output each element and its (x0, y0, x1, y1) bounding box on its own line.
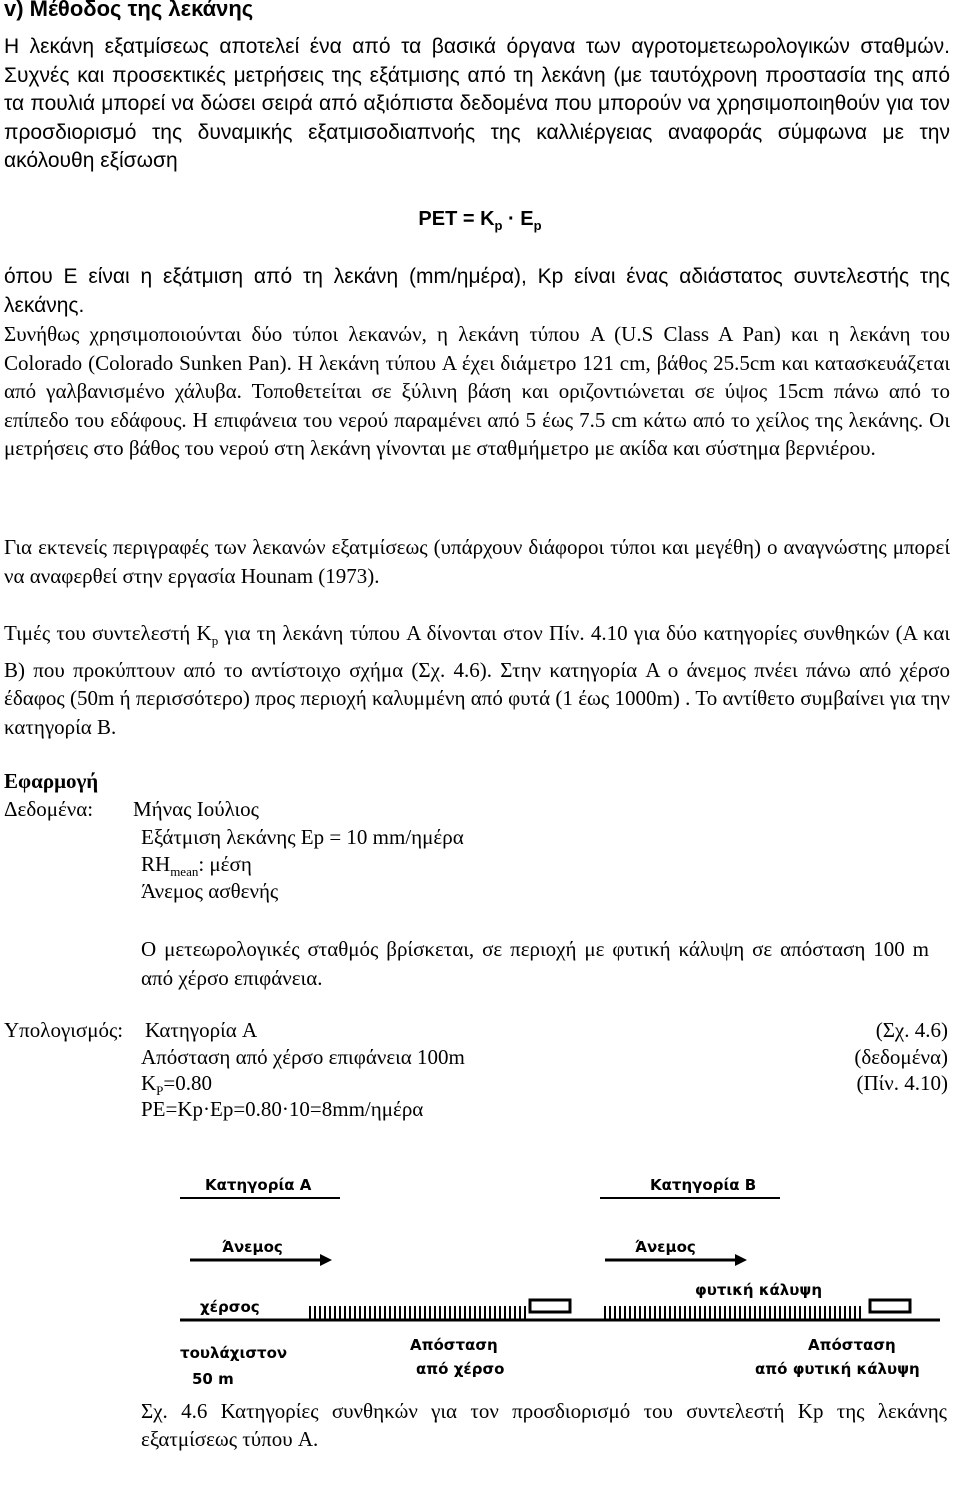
given-station: Ο μετεωρολογικές σταθμός βρίσκεται, σε περιοχή με φυτική κάλυψη σε απόσταση 100 m από χέρσο επιφάνεια. (141, 937, 929, 990)
paragraph-coefficient: Τιμές του συντελεστή $K_p$ για τη λεκάνη τύπου A δίνονται στον Πίν. 4.10 για δύο κατηγορίες συνθηκών (A και B) που προκύπτουν από το αντίστοιχο σχήμα (Σχ. 4.6). Στην κατηγορία A ο άνεμος πνέει πάνω από χέρσο έδαφος (50m ή περισσότερο) προς περιοχή καλυμμένη από φυτά (1 έως 1000m) . Το αντίθετο συμβαίνει για την κατηγορία B. (4, 621, 950, 739)
fig-fifty-label: 50 m (192, 1370, 234, 1388)
fig-wind-a-arrowhead (320, 1254, 332, 1266)
given-label: Δεδομένα: (4, 797, 94, 821)
given-humidity: $RH_{mean}$: μέση (141, 852, 252, 880)
calc-row-1-right: (Σχ. 4.6) (875, 1018, 948, 1042)
calc-row-2-right: (δεδομένα) (854, 1045, 948, 1069)
figure-caption: Σχ. 4.6 Κατηγορίες συνθηκών για τον προσδιορισμό του συντελεστή Kp της λεκάνης εξατμίσεως τύπου A. (141, 1399, 947, 1451)
fig-pan-a (530, 1300, 570, 1312)
fig-distance-b-label: Απόσταση (808, 1336, 896, 1354)
calc-row-3-left: $K_P=0.80$ (141, 1071, 212, 1099)
calc-row-3-right: (Πίν. 4.10) (856, 1071, 948, 1095)
figure-4-6 (180, 1160, 940, 1400)
calc-label: Υπολογισμός: (4, 1018, 124, 1042)
fig-dry-a-label: χέρσος (200, 1298, 260, 1316)
fig-wind-b-label: Άνεμος (635, 1238, 696, 1256)
figure-drawing (180, 1160, 940, 1400)
paragraph-pan-types: Συνήθως χρησιμοποιούνται δύο τύποι λεκανών, η λεκάνη τύπου A (U.S Class A Pan) και η λεκάνη του Colorado (Colorado Sunken Pan). Η λεκάνη τύπου A έχει διάμετρο 121 cm, βάθος 25.5cm και κατασκευάζεται από γαλβανισμένο χάλυβα. Τοποθετείται σε ξύλινη βάση και οριζοντιώνεται σε ύψος 15cm πάνω από το επίπεδο του εδάφους. Η επιφάνεια του νερού παραμένει από 5 έως 7.5 cm κάτω από το χείλος της λεκάνης. Οι μετρήσεις στο βάθος του νερού στη λεκάνη γίνονται με σταθμήμετρο με ακίδα και σύστημα βερνιέρου. (4, 322, 950, 461)
fig-wind-a-label: Άνεμος (222, 1238, 283, 1256)
section-heading: v) Μέθοδος της λεκάνης (4, 0, 254, 21)
calc-row-2-left: Απόσταση από χέρσο επιφάνεια 100m (141, 1045, 465, 1069)
fig-distance-a-label: Απόσταση (410, 1336, 498, 1354)
calc-row-1-left: Κατηγορία A (145, 1018, 258, 1042)
fig-wind-b-arrowhead (735, 1254, 747, 1266)
fig-vegetation-b (605, 1306, 860, 1320)
fig-cat-a-label: Κατηγορία A (205, 1176, 312, 1194)
paragraph-definitions: όπου E είναι η εξάτμιση από τη λεκάνη (mm/ημέρα), Kp είναι ένας αδιάστατος συντελεστής της λεκάνης. (4, 265, 950, 317)
fig-from-veg-label: από φυτική κάλυψη (755, 1360, 920, 1378)
paragraph-intro: Η λεκάνη εξατμίσεως αποτελεί ένα από τα βασικά όργανα των αγροτομετεωρολογικών σταθμών. Συχνές και προσεκτικές μετρήσεις της εξάτμισης από τη λεκάνη (με ταυτόχρονη προστασία της από τα πουλιά μπορεί να δώσει σειρά από αξιόπιστα δεδομένα που μπορούν να χρησιμοποιηθούν για τον προσδιορισμό της δυναμικής εξατμισοδιαπνοής της καλλιέργειας αναφοράς σύμφωνα με την ακόλουθη εξίσωση (4, 35, 950, 173)
fig-veg-b-label: φυτική κάλυψη (695, 1281, 823, 1299)
given-evaporation: Εξάτμιση λεκάνης Ep = 10 mm/ημέρα (141, 825, 464, 849)
calc-row-4-left: PE=Kp·Ep=0.80·10=8mm/ημέρα (141, 1097, 424, 1121)
given-month: Μήνας Ιούλιος (133, 797, 259, 821)
pet-formula: PET = $K_p \cdot E_p$ (418, 208, 542, 233)
paragraph-reference: Για εκτενείς περιγραφές των λεκανών εξατμίσεως (υπάρχουν διάφοροι τύποι και μεγέθη) ο αναγνώστης μπορεί να αναφερθεί στην εργασία Hounam (1973). (4, 535, 950, 588)
fig-cat-b-label: Κατηγορία B (650, 1176, 757, 1194)
fig-toward-label: τουλάχιστον (180, 1344, 288, 1362)
application-title: Εφαρμογή (4, 769, 99, 793)
given-wind: Άνεμος ασθενής (141, 879, 279, 903)
fig-vegetation-a (310, 1306, 525, 1320)
fig-pan-b (870, 1300, 910, 1312)
fig-from-dry-label: από χέρσο (416, 1360, 505, 1378)
